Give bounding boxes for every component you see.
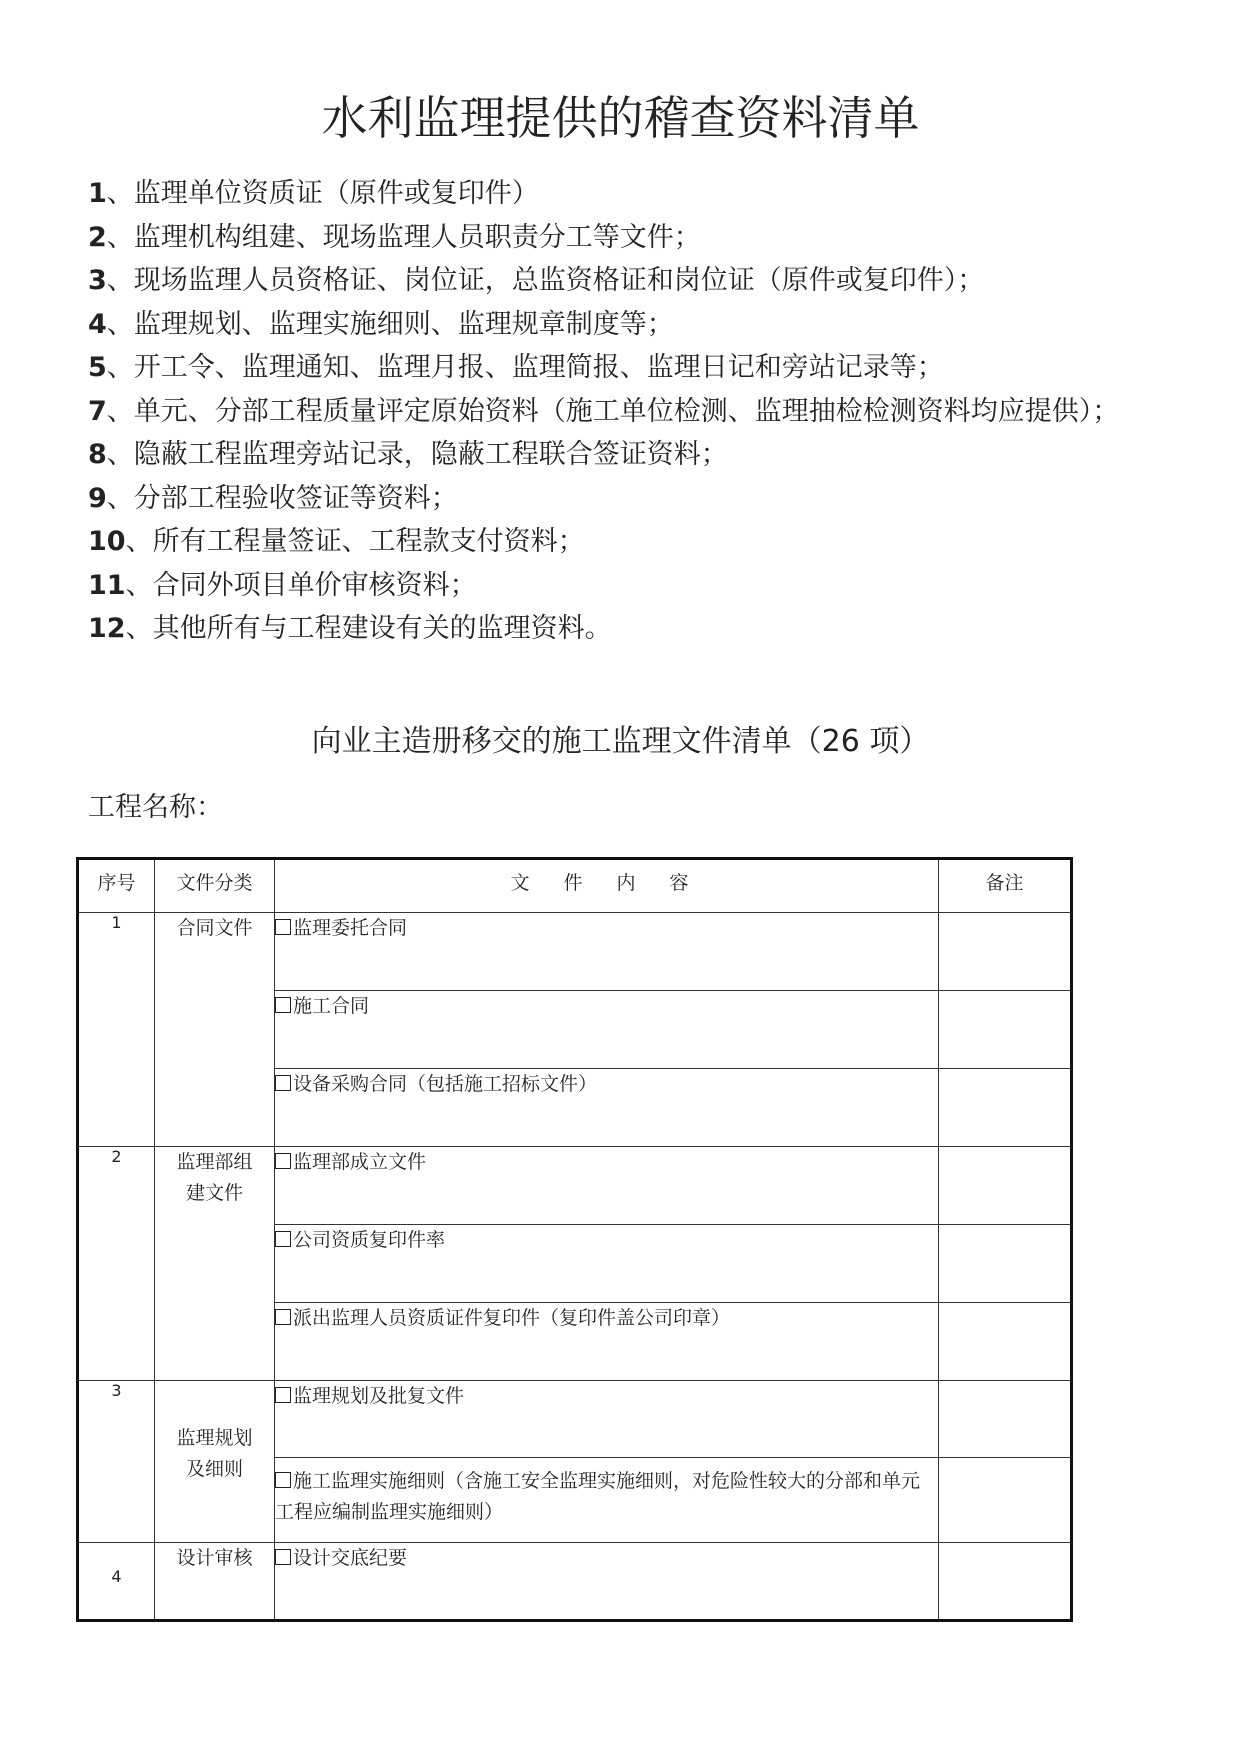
list-item <box>88 346 1168 390</box>
checkbox-icon[interactable] <box>275 919 291 935</box>
row-content: 设计交底纪要 <box>275 1543 939 1621</box>
item-text: 、开工令、监理通知、监理月报、监理简报、监理日记和旁站记录等； <box>106 352 944 383</box>
item-text: 、合同外项目单价审核资料； <box>125 569 477 601</box>
row-content: 监理部成立文件 <box>275 1147 939 1225</box>
header-content: 文 件 内 容 <box>275 859 939 913</box>
item-number: 9 <box>88 482 107 514</box>
list-item <box>88 607 1168 651</box>
checkbox-icon[interactable] <box>275 1075 291 1091</box>
row-content: 施工监理实施细则（含施工安全监理实施细则，对危险性较大的分部和单元工程应编制监理实施细则） <box>275 1458 939 1543</box>
row-note <box>939 1225 1072 1303</box>
file-list-table <box>76 857 1073 1622</box>
table-row <box>78 913 1072 991</box>
row-content: 派出监理人员资质证件复印件（复印件盖公司印章） <box>275 1303 939 1381</box>
row-content: 设备采购合同（包括施工招标文件） <box>275 1069 939 1147</box>
item-text: 、单元、分部工程质量评定原始资料（施工单位检测、监理抽检检测资料均应提供）； <box>106 395 1120 427</box>
project-name-label: 工程名称： <box>88 792 223 823</box>
item-number: 2 <box>88 221 107 253</box>
row-note <box>939 1303 1072 1381</box>
row-content: 监理委托合同 <box>275 913 939 991</box>
row-seq: 2 <box>78 1147 155 1381</box>
document-title: 水利监理提供的稽查资料清单 <box>321 91 920 145</box>
item-number: 5 <box>88 352 107 383</box>
row-seq: 1 <box>78 913 155 1147</box>
table-title: 向业主造册移交的施工监理文件清单（26 项） <box>311 724 930 759</box>
row-content: 监理规划及批复文件 <box>275 1381 939 1458</box>
list-item <box>88 303 1168 347</box>
item-text: 、其他所有与工程建设有关的监理资料。 <box>125 613 612 644</box>
row-category: 设计审核 <box>155 1543 275 1621</box>
row-note <box>939 1381 1072 1458</box>
header-note: 备注 <box>939 859 1072 913</box>
item-text: 、所有工程量签证、工程款支付资料； <box>125 526 585 557</box>
row-seq: 4 <box>78 1543 155 1621</box>
row-note <box>939 1458 1072 1543</box>
item-number: 11 <box>88 569 126 601</box>
item-text: 、分部工程验收签证等资料； <box>106 482 458 514</box>
row-note <box>939 1543 1072 1621</box>
checkbox-icon[interactable] <box>275 997 291 1013</box>
table-header-row <box>78 859 1072 913</box>
row-content: 公司资质复印件率 <box>275 1225 939 1303</box>
table-row <box>78 1147 1072 1225</box>
list-item <box>88 390 1168 434</box>
item-number: 12 <box>88 613 126 644</box>
checkbox-icon[interactable] <box>275 1309 291 1325</box>
list-item <box>88 477 1168 521</box>
row-category: 监理部组建文件 <box>155 1147 275 1381</box>
item-number: 4 <box>88 308 107 340</box>
list-item <box>88 259 1168 303</box>
checkbox-icon[interactable] <box>275 1231 291 1247</box>
row-note <box>939 1069 1072 1147</box>
header-category: 文件分类 <box>155 859 275 913</box>
item-text: 、现场监理人员资格证、岗位证，总监资格证和岗位证（原件或复印件）； <box>106 265 985 296</box>
checkbox-icon[interactable] <box>275 1153 291 1169</box>
header-seq: 序号 <box>78 859 155 913</box>
list-item <box>88 216 1168 260</box>
item-number: 3 <box>88 265 107 296</box>
table-row <box>78 1543 1072 1621</box>
item-number: 8 <box>88 439 107 470</box>
list-item <box>88 433 1168 477</box>
list-item <box>88 564 1168 608</box>
item-text: 、隐蔽工程监理旁站记录，隐蔽工程联合签证资料； <box>106 439 728 470</box>
checkbox-icon[interactable] <box>275 1387 291 1403</box>
item-text: 、监理单位资质证（原件或复印件） <box>106 178 539 209</box>
row-content: 施工合同 <box>275 991 939 1069</box>
list-item <box>88 520 1168 564</box>
checklist <box>88 172 1168 651</box>
item-text: 、监理规划、监理实施细则、监理规章制度等； <box>106 308 674 340</box>
row-note <box>939 991 1072 1069</box>
item-text: 、监理机构组建、现场监理人员职责分工等文件； <box>106 221 701 253</box>
table-row <box>78 1381 1072 1458</box>
item-number: 1 <box>88 178 107 209</box>
checkbox-icon[interactable] <box>275 1549 291 1565</box>
item-number: 10 <box>88 526 126 557</box>
list-item <box>88 172 1168 216</box>
row-note <box>939 913 1072 991</box>
checkbox-icon[interactable] <box>275 1472 291 1488</box>
row-category: 合同文件 <box>155 913 275 1147</box>
row-note <box>939 1147 1072 1225</box>
row-category: 监理规划及细则 <box>155 1381 275 1543</box>
row-seq: 3 <box>78 1381 155 1543</box>
item-number: 7 <box>88 395 107 427</box>
